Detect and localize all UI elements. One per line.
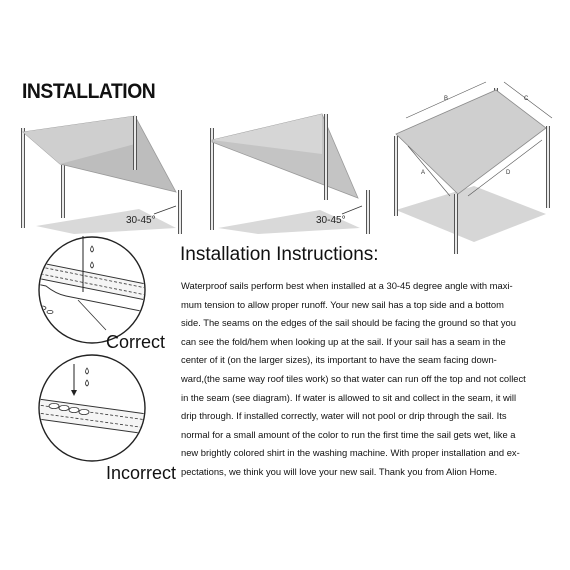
instructions-line: normal for a small amount of the color to run the first time the sail gets wet, like a bbox=[181, 428, 516, 440]
angle-label-1: 30-45° bbox=[126, 215, 156, 226]
rectangle-sail-figure bbox=[386, 78, 558, 254]
dimension-c: C bbox=[524, 96, 529, 102]
instructions-line: drip through. If installed correctly, water will not pool or drip through the sail. Its bbox=[181, 410, 507, 422]
instructions-line: can see the fold/hem when looking up at the sail. If your sail has a seam in the bbox=[181, 335, 506, 347]
angle-label-2: 30-45° bbox=[316, 215, 346, 226]
instructions-body bbox=[181, 277, 553, 482]
triangle-sail-figure-2 bbox=[198, 110, 378, 240]
correct-seam-diagram bbox=[16, 232, 172, 348]
instructions-line: Waterproof sails perform best when installed at a 30-45 degree angle with maxi- bbox=[181, 280, 513, 291]
dimension-b: B bbox=[444, 96, 449, 102]
incorrect-label: Incorrect bbox=[106, 463, 177, 483]
instructions-line: center of it (on the larger sizes), its important to have the seam facing down- bbox=[181, 354, 497, 366]
sail bbox=[396, 90, 546, 194]
correct-label: Correct bbox=[106, 332, 166, 352]
instructions-line: mum tension to allow proper runoff. Your new sail has a top side and a bottom bbox=[181, 298, 504, 310]
ground-shadow bbox=[396, 186, 546, 242]
dimension-a: A bbox=[421, 170, 426, 176]
page-heading: INSTALLATION bbox=[22, 80, 156, 103]
instructions-line: pectations, we think you will love your new sail. Thank you from Alion Home. bbox=[181, 465, 498, 477]
instructions-line: side. The seams on the edges of the sail should be facing the ground so that you bbox=[181, 317, 516, 329]
dimension-d: D bbox=[506, 170, 511, 176]
instructions-line: ward,(the same way roof tiles work) so that water can run off the top and not collect bbox=[181, 372, 526, 384]
instructions-line: in the seam (see diagram). If water is allowed to sit and collect in the seam, it will bbox=[181, 391, 517, 403]
triangle-sail-figure-1 bbox=[14, 110, 194, 240]
instructions-title: Installation Instructions: bbox=[180, 244, 379, 265]
incorrect-seam-diagram bbox=[16, 350, 172, 466]
instructions-line: new brightly colored shirt in the washing machine. With proper installation and ex- bbox=[181, 447, 520, 459]
